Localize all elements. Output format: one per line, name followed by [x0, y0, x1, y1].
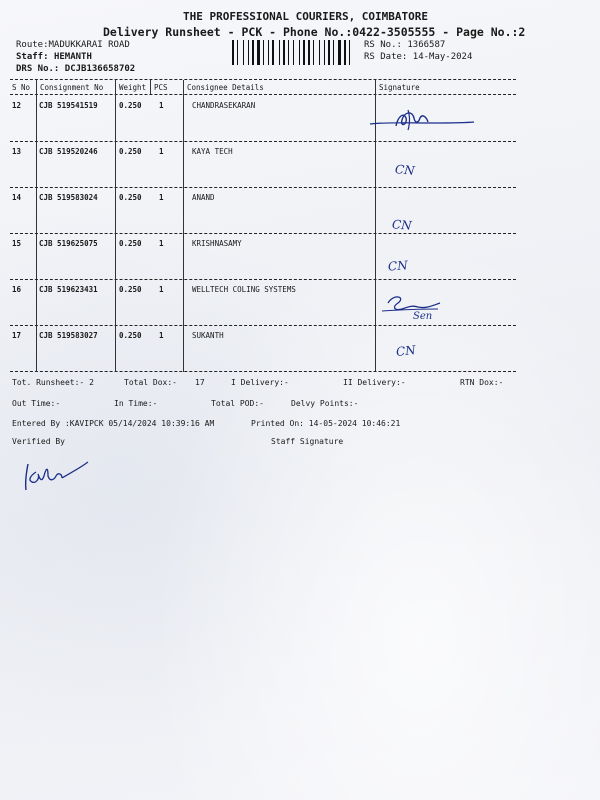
barcode-bar — [263, 40, 264, 65]
rs-no-label: RS No.: — [364, 40, 402, 50]
out-time: Out Time:- — [12, 399, 61, 408]
barcode-bar — [303, 40, 305, 65]
rs-date-label: RS Date: — [364, 52, 408, 62]
row-weight: 0.250 — [119, 101, 142, 110]
in-time: In Time:- — [114, 399, 158, 408]
barcode-bar — [255, 40, 256, 65]
drs-value: DCJB136658702 — [64, 64, 136, 74]
signature-row-16-text: Sen — [413, 311, 433, 322]
row-sno: 17 — [12, 331, 22, 340]
barcode-bar — [250, 40, 251, 65]
row-weight: 0.250 — [119, 193, 142, 202]
barcode-bar — [326, 40, 327, 65]
handwritten-cn-mark-row-14: CN — [391, 217, 413, 233]
barcode-bar — [311, 40, 312, 65]
col-signature-header: Signature — [379, 83, 420, 92]
verified-by: Verified By — [12, 437, 65, 446]
barcode-bar — [275, 40, 278, 65]
barcode-bar — [315, 40, 318, 65]
row-pcs: 1 — [159, 239, 164, 248]
route-label: Route: — [16, 40, 49, 50]
route-value: MADUKKARAI ROAD — [48, 40, 130, 50]
row-rule — [10, 325, 516, 326]
company-title: THE PROFESSIONAL COURIERS, COIMBATORE — [183, 10, 429, 23]
barcode-bar — [239, 40, 242, 65]
entered-by: Entered By :KAVIPCK 05/14/2024 10:39:16 AM — [12, 419, 215, 428]
row-consignee: WELLTECH COLING SYSTEMS — [192, 285, 296, 294]
barcode-bar — [281, 40, 282, 65]
barcode-bar — [321, 40, 323, 65]
route-field — [16, 40, 130, 50]
barcode-bar — [270, 40, 271, 65]
row-consignee: KRISHNASAMY — [192, 239, 242, 248]
barcode-bar — [283, 40, 285, 65]
rtn-dox: RTN Dox:- — [460, 378, 504, 387]
barcode-bar — [293, 40, 294, 65]
row-rule — [10, 279, 516, 280]
table-header-rule — [10, 94, 516, 95]
signature-row-16 — [378, 291, 444, 323]
printed-on: Printed On: 14-05-2024 10:46:21 — [251, 419, 401, 428]
barcode-bar — [265, 40, 267, 65]
row-consignee: ANAND — [192, 193, 215, 202]
barcode-bar — [306, 40, 307, 65]
barcode-bar — [235, 40, 236, 65]
handwritten-cn-mark-row-15: CN — [387, 258, 409, 274]
barcode-bar — [342, 40, 343, 65]
barcode-bar — [299, 40, 300, 65]
barcode-bar — [335, 40, 337, 65]
col-consignee-header: Consignee Details — [187, 83, 264, 92]
barcode-bar — [344, 40, 346, 65]
barcode-bar — [349, 40, 350, 65]
row-weight: 0.250 — [119, 239, 142, 248]
barcode-bar — [333, 40, 334, 65]
row-rule — [10, 233, 516, 234]
row-weight: 0.250 — [119, 147, 142, 156]
total-dox-value: 17 — [195, 378, 205, 387]
barcode-bar — [252, 40, 254, 65]
barcode — [232, 40, 360, 65]
column-divider — [115, 80, 116, 372]
barcode-bar — [286, 40, 287, 65]
staff-field — [16, 52, 92, 62]
rs-date-value: 14-May-2024 — [412, 52, 473, 62]
handwritten-cn-mark-row-17: CN — [395, 343, 417, 359]
barcode-bar — [347, 40, 348, 65]
barcode-bar — [290, 40, 292, 65]
barcode-bar — [295, 40, 298, 65]
row-consignment: CJB 519625075 — [39, 239, 98, 248]
row-consignment: CJB 519583027 — [39, 331, 98, 340]
barcode-bar — [338, 40, 341, 65]
tot-runsheet: Tot. Runsheet:- 2 — [12, 378, 94, 387]
column-divider — [150, 80, 151, 94]
barcode-bar — [308, 40, 310, 65]
row-consignment: CJB 519541519 — [39, 101, 98, 110]
row-consignee: SUKANTH — [192, 331, 224, 340]
table-top-rule — [10, 79, 516, 80]
barcode-bar — [319, 40, 320, 65]
rs-no-value: 1366587 — [407, 40, 446, 50]
barcode-bar — [248, 40, 249, 65]
barcode-bar — [261, 40, 262, 65]
row-pcs: 1 — [159, 147, 164, 156]
row-sno: 15 — [12, 239, 22, 248]
column-divider — [36, 80, 37, 372]
row-weight: 0.250 — [119, 285, 142, 294]
rs-no-field — [364, 40, 445, 50]
verified-signature — [22, 458, 94, 496]
staff-value: HEMANTH — [53, 52, 92, 62]
rs-date-field — [364, 52, 472, 62]
row-pcs: 1 — [159, 193, 164, 202]
row-consignment: CJB 519623431 — [39, 285, 98, 294]
barcode-bar — [245, 40, 247, 65]
barcode-bar — [232, 40, 234, 65]
delvy-points: Delvy Points:- — [291, 399, 359, 408]
total-pod: Total POD:- — [211, 399, 264, 408]
col-pcs-header: PCS — [154, 83, 168, 92]
barcode-bar — [324, 40, 325, 65]
barcode-bar — [288, 40, 289, 65]
barcode-bar — [257, 40, 260, 65]
drs-label: DRS No.: — [16, 64, 60, 74]
row-consignee: CHANDRASEKARAN — [192, 101, 256, 110]
ii-delivery: II Delivery:- — [343, 378, 406, 387]
runsheet-subtitle: Delivery Runsheet - PCK - Phone No.:0422-3505555 - Page No.:2 — [103, 25, 526, 39]
row-consignment: CJB 519520246 — [39, 147, 98, 156]
barcode-bar — [328, 40, 330, 65]
staff-signature-label: Staff Signature — [271, 437, 344, 446]
barcode-bar — [313, 40, 314, 65]
staff-label: Staff: — [16, 52, 49, 62]
table-bottom-rule — [10, 371, 516, 372]
row-sno: 13 — [12, 147, 22, 156]
row-sno: 12 — [12, 101, 22, 110]
row-pcs: 1 — [159, 285, 164, 294]
barcode-bar — [279, 40, 280, 65]
barcode-bar — [272, 40, 274, 65]
column-divider — [183, 80, 184, 372]
barcode-bar — [268, 40, 269, 65]
total-dox-label: Total Dox:- — [124, 378, 177, 387]
row-consignment: CJB 519583024 — [39, 193, 98, 202]
barcode-bar — [243, 40, 244, 65]
drs-field — [16, 64, 135, 74]
barcode-bar — [351, 40, 353, 65]
row-consignee: KAYA TECH — [192, 147, 233, 156]
col-weight-header: Weight — [119, 83, 147, 92]
row-pcs: 1 — [159, 101, 164, 110]
signature-row-12 — [368, 106, 478, 132]
barcode-bar — [237, 40, 238, 65]
row-sno: 14 — [12, 193, 22, 202]
row-pcs: 1 — [159, 331, 164, 340]
row-weight: 0.250 — [119, 331, 142, 340]
row-rule — [10, 141, 516, 142]
i-delivery: I Delivery:- — [231, 378, 289, 387]
col-consignment-header: Consignment No — [40, 83, 104, 92]
row-rule — [10, 187, 516, 188]
handwritten-cn-mark-row-13: CN — [394, 162, 416, 178]
row-sno: 16 — [12, 285, 22, 294]
barcode-bar — [301, 40, 302, 65]
col-sno-header: S No — [12, 83, 31, 92]
barcode-bar — [331, 40, 332, 65]
